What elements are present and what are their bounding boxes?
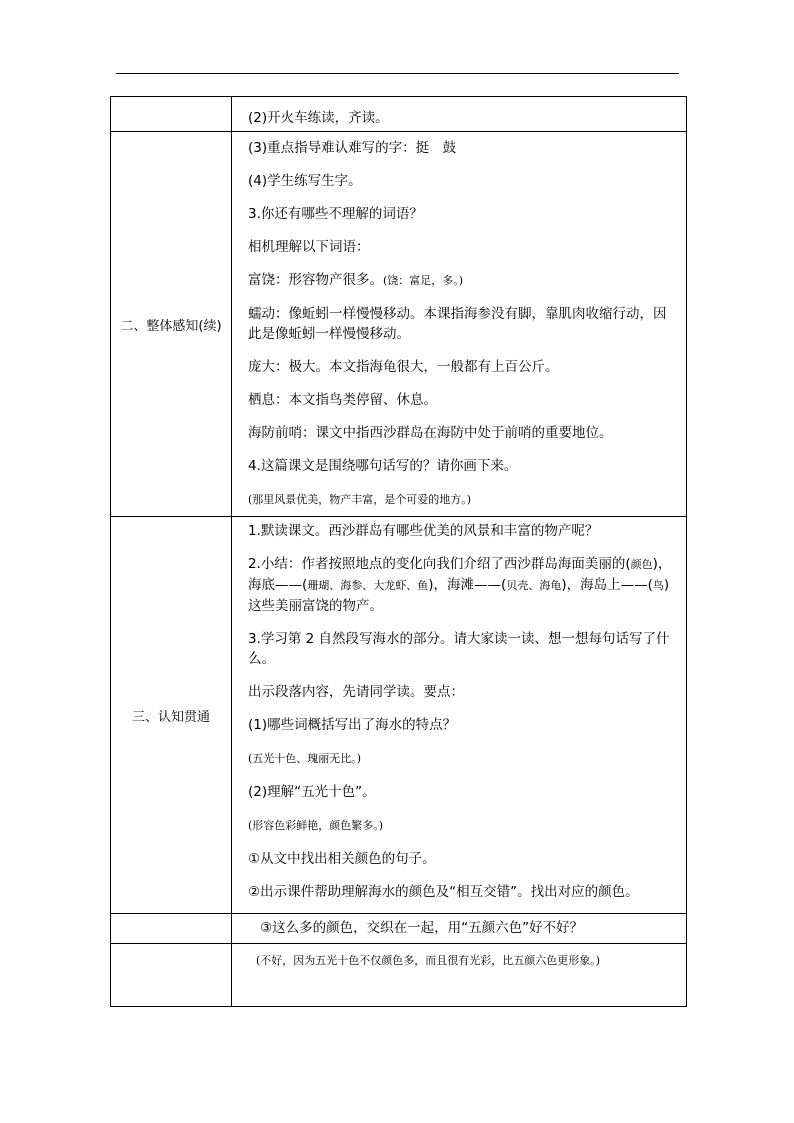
- table-row: [111, 914, 687, 944]
- lesson-plan-table: [110, 96, 687, 1007]
- content-line: (1)哪些词概括写出了海水的特点？: [248, 717, 457, 733]
- content-line: 出示段落内容，先请同学读。要点：: [248, 684, 464, 700]
- content-line: (2)开火车练读，齐读。: [248, 110, 389, 126]
- summary-text: )这些美丽富饶的物产。: [248, 577, 670, 614]
- content-line: 海防前哨：课文中指西沙群岛在海防中处于前哨的重要地位。: [248, 425, 613, 441]
- answer-note: 珊瑚、海参、大龙虾、鱼: [307, 579, 429, 592]
- answer-note: (饶：富足，多。): [383, 274, 464, 287]
- content-line: [256, 950, 678, 971]
- content-line: (2)理解“五光十色”。: [248, 784, 376, 800]
- content-line: 栖息：本文指鸟类停留、休息。: [248, 392, 437, 408]
- content-line: 3.学习第 2 自然段写海水的部分。请大家读一读、想一想每句话写了什么。: [248, 631, 670, 667]
- content-line: 相机理解以下词语：: [248, 239, 370, 255]
- section-label: 二、整体感知(续): [111, 132, 232, 517]
- answer-note: 贝壳、海龟: [506, 579, 562, 592]
- summary-text: 2.小结：作者按照地点的变化向我们介绍了西沙群岛海面美丽的(: [248, 556, 631, 572]
- table-row: [111, 97, 687, 132]
- section-content: [232, 517, 687, 914]
- content-line: 蠕动：像蚯蚓一样慢慢移动。本课指海参没有脚，靠肌肉收缩行动，因此是像蚯蚓一样慢慢移动。: [248, 306, 667, 342]
- content-line: 4.这篇课文是围绕哪句话写的？请你画下来。: [248, 458, 518, 474]
- content-line: [248, 815, 678, 836]
- term-definition: 富饶：形容物产很多。: [248, 272, 383, 288]
- content-line: (4)学生练写生字。: [248, 173, 362, 189]
- section-content: [232, 97, 687, 132]
- section-content: [232, 944, 687, 1007]
- answer-note: 鸟: [652, 579, 664, 592]
- section-label: [111, 944, 232, 1007]
- summary-line: [248, 554, 678, 616]
- content-line: ③这么多的颜色，交织在一起，用“五颜六色”好不好？: [260, 920, 584, 936]
- section-label: 三、认知贯通: [111, 517, 232, 914]
- section-content: [232, 132, 687, 517]
- section-label: [111, 914, 232, 944]
- content-line: 1.默读课文。西沙群岛有哪些优美的风景和丰富的物产呢？: [248, 523, 599, 539]
- answer-note: 颜色: [630, 558, 653, 571]
- summary-text: )，海底——(: [248, 556, 672, 593]
- answer-note: (五光十色、瑰丽无比。): [248, 752, 362, 765]
- table-row: [111, 944, 687, 1007]
- summary-text: )，海岛上——(: [561, 577, 653, 593]
- answer-note: (形容色彩鲜艳，颜色繁多。): [248, 819, 384, 832]
- content-line: (3)重点指导难认难写的字：挺 鼓: [248, 140, 457, 156]
- content-line: 庞大：极大。本文指海龟很大，一般都有上百公斤。: [248, 359, 559, 375]
- content-line: ②出示课件帮助理解海水的颜色及“相互交错”。找出对应的颜色。: [248, 884, 639, 900]
- content-line: [248, 489, 678, 510]
- table-row: [111, 517, 687, 914]
- content-line: ①从文中找出相关颜色的句子。: [248, 851, 436, 867]
- answer-note: (不好，因为五光十色不仅颜色多，而且很有光彩，比五颜六色更形象。): [256, 954, 601, 967]
- content-line: 3.你还有哪些不理解的词语？: [248, 206, 423, 222]
- content-line: [248, 748, 678, 769]
- summary-text: )，海滩——(: [428, 577, 507, 593]
- answer-note: (那里风景优美，物产丰富，是个可爱的地方。): [248, 493, 472, 506]
- content-line: [248, 270, 678, 291]
- table-row: [111, 132, 687, 517]
- section-label: [111, 97, 232, 132]
- header-rule: [116, 73, 679, 74]
- section-content: [232, 914, 687, 944]
